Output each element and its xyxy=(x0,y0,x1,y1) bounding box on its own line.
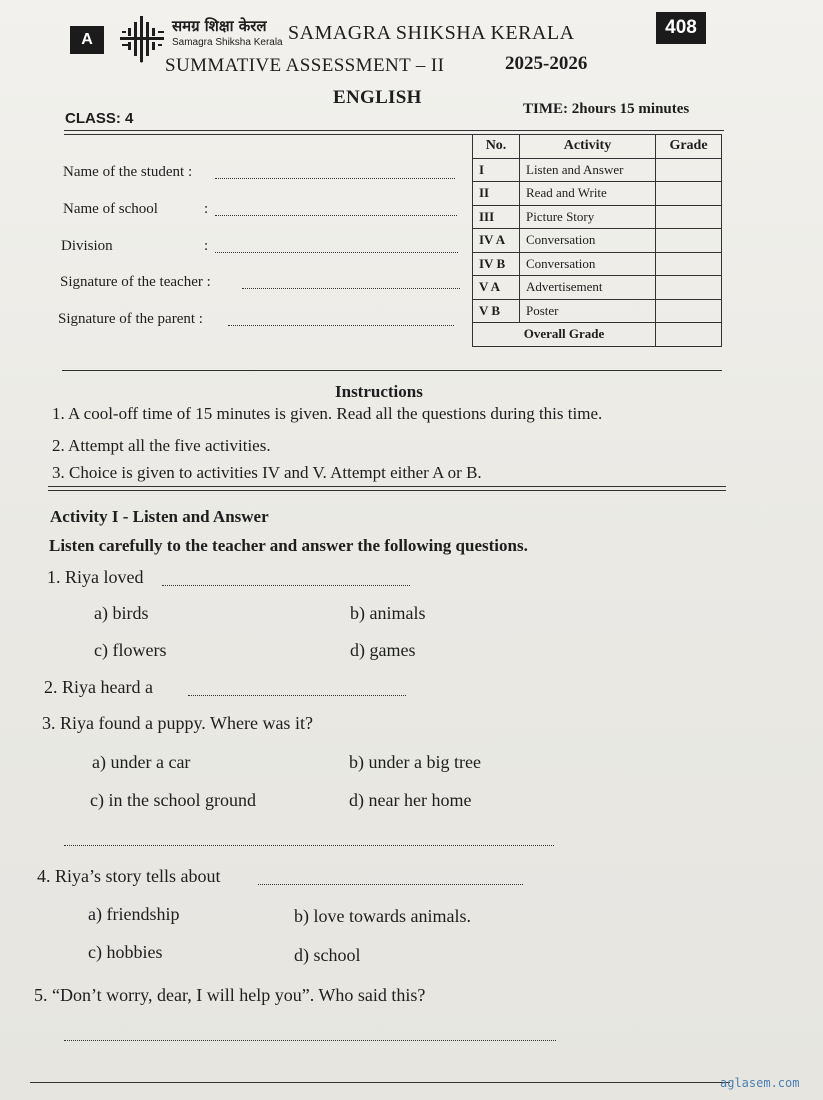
logo-english-text: Samagra Shiksha Kerala xyxy=(172,37,283,48)
field-teacher-signature: Signature of the teacher : xyxy=(60,274,211,290)
field-division-colon: : xyxy=(204,238,209,254)
logo-hindi-text: समग्र शिक्षा केरल xyxy=(172,17,267,35)
q1-answer-line[interactable] xyxy=(162,585,410,586)
row-no: V B xyxy=(473,299,520,323)
instructions-rule-1 xyxy=(48,486,726,487)
q5-answer-line[interactable] xyxy=(64,1040,556,1041)
section-rule xyxy=(62,370,722,371)
header-rule-top xyxy=(64,130,724,131)
row-grade[interactable] xyxy=(656,182,722,206)
row-no: II xyxy=(473,182,520,206)
student-name-line[interactable] xyxy=(215,178,455,179)
footer-rule xyxy=(30,1082,730,1083)
paper-code: 408 xyxy=(656,12,706,44)
question-4: 4. Riya’s story tells about xyxy=(37,866,221,886)
division-line[interactable] xyxy=(215,252,458,253)
row-activity: Picture Story xyxy=(520,205,656,229)
field-student-name: Name of the student : xyxy=(63,164,193,180)
table-row xyxy=(473,158,722,182)
q2-answer-line[interactable] xyxy=(188,695,406,696)
q4-answer-line[interactable] xyxy=(258,884,523,885)
set-label: A xyxy=(70,26,104,54)
q4-option-c: c) hobbies xyxy=(88,942,163,962)
row-activity: Conversation xyxy=(520,252,656,276)
field-parent-signature: Signature of the parent : xyxy=(58,311,203,327)
question-5: 5. “Don’t worry, dear, I will help you”. Who said this? xyxy=(34,985,426,1005)
school-name-line[interactable] xyxy=(215,215,457,216)
grade-table xyxy=(472,134,722,347)
q3-option-b: b) under a big tree xyxy=(349,752,481,772)
q4-option-b: b) love towards animals. xyxy=(294,906,471,926)
instructions-rule-2 xyxy=(48,490,726,491)
parent-signature-line[interactable] xyxy=(228,325,454,326)
table-row xyxy=(473,299,722,323)
grade-table-header xyxy=(473,135,722,159)
q1-option-d: d) games xyxy=(350,640,416,660)
q3-option-c: c) in the school ground xyxy=(90,790,256,810)
col-no: No. xyxy=(473,135,520,159)
table-row xyxy=(473,182,722,206)
q1-option-a: a) birds xyxy=(94,603,149,623)
table-row xyxy=(473,252,722,276)
row-grade[interactable] xyxy=(656,252,722,276)
q4-option-d: d) school xyxy=(294,945,361,965)
q1-option-b: b) animals xyxy=(350,603,426,623)
question-3: 3. Riya found a puppy. Where was it? xyxy=(42,713,313,733)
overall-grade-label: Overall Grade xyxy=(473,323,656,347)
row-activity: Read and Write xyxy=(520,182,656,206)
table-row xyxy=(473,276,722,300)
field-school-name: Name of school xyxy=(63,201,158,217)
academic-year: 2025-2026 xyxy=(505,53,588,74)
col-activity: Activity xyxy=(520,135,656,159)
row-grade[interactable] xyxy=(656,276,722,300)
overall-grade-cell[interactable] xyxy=(656,323,722,347)
samagra-shiksha-logo-icon xyxy=(118,14,168,64)
row-grade[interactable] xyxy=(656,205,722,229)
time-label: TIME: 2hours 15 minutes xyxy=(523,101,690,117)
row-activity: Listen and Answer xyxy=(520,158,656,182)
q3-option-a: a) under a car xyxy=(92,752,191,772)
row-activity: Conversation xyxy=(520,229,656,253)
instructions-title: Instructions xyxy=(335,382,423,401)
activity-title: Activity I - Listen and Answer xyxy=(50,507,269,526)
row-grade[interactable] xyxy=(656,158,722,182)
table-row xyxy=(473,229,722,253)
field-school-colon: : xyxy=(204,201,209,217)
activity-subtitle: Listen carefully to the teacher and answer the following questions. xyxy=(49,536,528,555)
instruction-item: 1. A cool-off time of 15 minutes is given. Read all the questions during this time. xyxy=(52,404,603,423)
teacher-signature-line[interactable] xyxy=(242,288,460,289)
q3-option-d: d) near her home xyxy=(349,790,472,810)
question-2: 2. Riya heard a xyxy=(44,677,153,697)
row-no: I xyxy=(473,158,520,182)
class-label: CLASS: 4 xyxy=(65,110,134,127)
header-rule-bottom xyxy=(64,134,472,135)
watermark: aglasem.com xyxy=(720,1076,800,1090)
row-no: III xyxy=(473,205,520,229)
instruction-item: 2. Attempt all the five activities. xyxy=(52,436,271,455)
row-no: IV B xyxy=(473,252,520,276)
row-activity: Poster xyxy=(520,299,656,323)
table-row xyxy=(473,205,722,229)
overall-grade-row xyxy=(473,323,722,347)
row-grade[interactable] xyxy=(656,299,722,323)
subject-title: ENGLISH xyxy=(333,87,422,108)
question-1: 1. Riya loved xyxy=(47,567,144,587)
row-no: IV A xyxy=(473,229,520,253)
instruction-item: 3. Choice is given to activities IV and V. Attempt either A or B. xyxy=(52,463,482,482)
org-name: SAMAGRA SHIKSHA KERALA xyxy=(288,22,575,44)
row-grade[interactable] xyxy=(656,229,722,253)
q3-answer-line[interactable] xyxy=(64,845,554,846)
row-activity: Advertisement xyxy=(520,276,656,300)
q1-option-c: c) flowers xyxy=(94,640,167,660)
row-no: V A xyxy=(473,276,520,300)
col-grade: Grade xyxy=(656,135,722,159)
q4-option-a: a) friendship xyxy=(88,904,180,924)
field-division: Division xyxy=(61,238,113,254)
exam-title: SUMMATIVE ASSESSMENT – II xyxy=(165,55,445,76)
